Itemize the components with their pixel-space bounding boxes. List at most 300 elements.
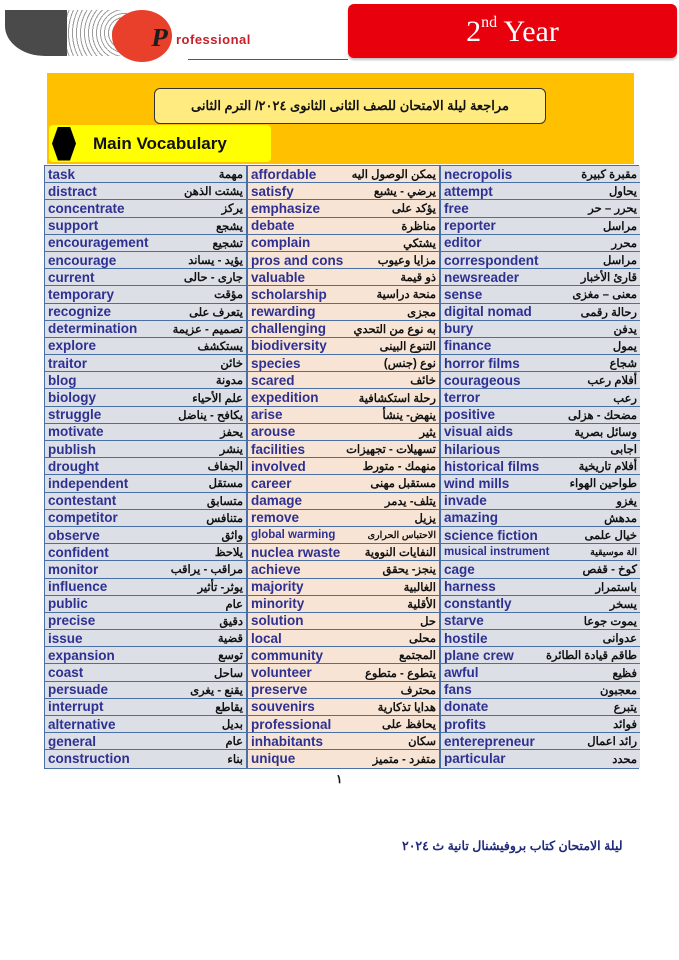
english-word: pros and cons: [251, 252, 344, 268]
table-row: [45, 630, 246, 647]
table-row: [45, 286, 246, 303]
arabic-meaning: دقيق: [219, 615, 243, 628]
table-row: [45, 682, 246, 699]
english-word: scholarship: [251, 286, 327, 302]
english-word: hostile: [444, 630, 488, 646]
english-word: correspondent: [444, 252, 539, 268]
vocab-column-2: [248, 166, 441, 768]
table-row: [45, 269, 246, 286]
english-word: biodiversity: [251, 338, 327, 354]
table-row: [45, 664, 246, 681]
english-word: interrupt: [48, 699, 104, 715]
english-word: monitor: [48, 561, 99, 577]
arabic-meaning: سكان: [408, 736, 436, 749]
arabic-meaning: متنافس: [206, 512, 243, 525]
arabic-meaning: أفلام رعب: [587, 375, 637, 388]
table-row: [45, 561, 246, 578]
arabic-meaning: مزايا وعيوب: [377, 255, 436, 268]
arabic-meaning: يركز: [221, 203, 243, 216]
table-row: [248, 716, 439, 733]
arabic-meaning: يمكن الوصول اليه: [351, 169, 436, 182]
arabic-meaning: يتبرع: [613, 701, 637, 714]
table-row: [248, 424, 439, 441]
english-word: minority: [251, 596, 305, 612]
arabic-meaning: مضحك - هزلى: [568, 409, 637, 422]
table-row: [248, 372, 439, 389]
english-word: valuable: [251, 269, 306, 285]
table-row: [248, 321, 439, 338]
table-row: [248, 596, 439, 613]
english-word: species: [251, 355, 301, 371]
english-word: scared: [251, 372, 295, 388]
arabic-meaning: منهمك - متورط: [362, 461, 436, 474]
english-word: musical instrument: [444, 546, 550, 559]
english-word: enterepreneur: [444, 733, 535, 749]
english-word: temporary: [48, 286, 115, 302]
arabic-meaning: النفايات النووية: [364, 547, 436, 560]
table-row: [248, 407, 439, 424]
hexagon-icon: [52, 127, 76, 161]
arabic-meaning: يحاول: [608, 186, 637, 199]
english-word: achieve: [251, 561, 301, 577]
english-word: courageous: [444, 372, 521, 388]
arabic-meaning: وسائل بصرية: [574, 426, 637, 439]
arabic-meaning: يموت جوعا: [583, 615, 637, 628]
table-row: [248, 183, 439, 200]
table-row: [248, 355, 439, 372]
arabic-meaning: يشجع: [215, 220, 243, 233]
table-row: [441, 682, 640, 699]
arabic-meaning: منحة دراسية: [376, 289, 436, 302]
footer-text: ليلة الامتحان كتاب بروفيشنال تانية ث ٢٠٢٤: [402, 839, 623, 853]
table-row: [441, 630, 640, 647]
arabic-meaning: الجفاف: [207, 461, 243, 474]
table-row: [441, 304, 640, 321]
english-word: constantly: [444, 596, 512, 612]
arabic-meaning: محلى: [409, 633, 436, 646]
english-word: explore: [48, 338, 97, 354]
table-row: [45, 183, 246, 200]
english-word: hilarious: [444, 441, 501, 457]
english-word: attempt: [444, 183, 493, 199]
table-row: [248, 252, 439, 269]
english-word: invade: [444, 493, 487, 509]
arabic-meaning: يزيل: [414, 512, 436, 525]
english-word: finance: [444, 338, 492, 354]
table-row: [248, 647, 439, 664]
table-row: [441, 475, 640, 492]
arabic-meaning: يغزو: [616, 495, 637, 508]
arabic-meaning: فظيع: [612, 667, 637, 680]
arabic-meaning: التنوع البينى: [379, 340, 436, 353]
arabic-meaning: رحالة رقمى: [580, 306, 637, 319]
arabic-meaning: يشتت الذهن: [184, 186, 243, 199]
table-row: [45, 493, 246, 510]
arabic-meaning: ينهض- ينشأ: [382, 409, 436, 422]
english-word: traitor: [48, 355, 88, 371]
english-word: wind mills: [444, 475, 510, 491]
table-row: [45, 235, 246, 252]
english-word: satisfy: [251, 183, 294, 199]
english-word: majority: [251, 579, 304, 595]
table-row: [441, 183, 640, 200]
table-row: [441, 321, 640, 338]
table-row: [441, 716, 640, 733]
arabic-meaning: متفرد - متميز: [372, 753, 436, 766]
table-row: [45, 321, 246, 338]
english-word: horror films: [444, 355, 520, 371]
english-word: persuade: [48, 682, 109, 698]
arabic-meaning: اجابى: [610, 444, 637, 457]
arabic-meaning: يؤيد - يساند: [188, 255, 243, 268]
table-row: [45, 252, 246, 269]
english-word: damage: [251, 493, 303, 509]
english-word: remove: [251, 510, 300, 526]
arabic-meaning: خائن: [220, 358, 243, 371]
arabic-meaning: مراسل: [602, 220, 637, 233]
english-word: unique: [251, 751, 296, 767]
arabic-meaning: حل: [420, 615, 436, 628]
arabic-meaning: مستقبل مهنى: [370, 478, 436, 491]
arabic-meaning: كوخ - قفص: [582, 564, 637, 577]
arabic-meaning: الغالبية: [403, 581, 436, 594]
arabic-meaning: علم الأحياء: [192, 392, 243, 405]
english-word: emphasize: [251, 200, 321, 216]
arabic-meaning: يكافح - يناضل: [178, 409, 243, 422]
vocabulary-table: [44, 165, 639, 769]
arabic-meaning: مناظرة: [401, 220, 436, 233]
table-row: [45, 166, 246, 183]
arabic-meaning: طاقم قيادة الطائرة: [545, 650, 637, 663]
table-row: [248, 527, 439, 544]
arabic-meaning: رحلة استكشافية: [358, 392, 436, 405]
english-word: blog: [48, 372, 77, 388]
table-row: [441, 613, 640, 630]
arabic-meaning: جارى - حالى: [183, 272, 243, 285]
english-word: preserve: [251, 682, 308, 698]
table-row: [45, 424, 246, 441]
english-word: competitor: [48, 510, 118, 526]
arabic-meaning: تشجيع: [212, 237, 243, 250]
table-row: [248, 510, 439, 527]
arabic-meaning: به نوع من التحدي: [353, 323, 436, 336]
table-row: [248, 389, 439, 406]
english-word: solution: [251, 613, 304, 629]
english-word: free: [444, 200, 469, 216]
english-word: science fiction: [444, 527, 538, 543]
table-row: [45, 510, 246, 527]
english-word: general: [48, 733, 97, 749]
arabic-meaning: يدفن: [613, 323, 637, 336]
table-row: [248, 235, 439, 252]
table-row: [248, 544, 439, 561]
table-row: [248, 286, 439, 303]
english-word: distract: [48, 183, 97, 199]
table-row: [441, 252, 640, 269]
table-row: [45, 716, 246, 733]
table-row: [248, 166, 439, 183]
table-row: [441, 527, 640, 544]
english-word: confident: [48, 544, 109, 560]
english-word: rewarding: [251, 304, 316, 320]
arabic-meaning: عام: [225, 598, 243, 611]
arabic-meaning: يحفز: [220, 426, 243, 439]
arabic-meaning: يستكشف: [197, 340, 243, 353]
english-word: plane crew: [444, 647, 514, 663]
arabic-meaning: رعب: [613, 392, 637, 405]
table-row: [45, 647, 246, 664]
english-word: harness: [444, 579, 496, 595]
english-word: drought: [48, 458, 99, 474]
logo-letter: P: [149, 23, 171, 52]
arabic-meaning: يحرر – حر: [588, 203, 637, 216]
table-row: [441, 561, 640, 578]
arabic-meaning: مراقب - يراقب: [170, 564, 243, 577]
table-row: [248, 304, 439, 321]
table-row: [248, 458, 439, 475]
table-row: [248, 630, 439, 647]
table-row: [441, 441, 640, 458]
table-row: [441, 407, 640, 424]
arabic-meaning: خيال علمى: [584, 530, 637, 543]
english-word: visual aids: [444, 424, 514, 440]
english-word: expansion: [48, 647, 115, 663]
arabic-meaning: معنى – مغزى: [572, 289, 637, 302]
english-word: motivate: [48, 424, 104, 440]
arabic-meaning: يؤكد على: [391, 203, 436, 216]
arabic-meaning: عدوانى: [602, 633, 637, 646]
english-word: struggle: [48, 407, 102, 423]
english-word: community: [251, 647, 324, 663]
english-word: amazing: [444, 510, 499, 526]
table-row: [248, 699, 439, 716]
english-word: independent: [48, 475, 129, 491]
arabic-meaning: أفلام تاريخية: [578, 461, 637, 474]
english-word: contestant: [48, 493, 117, 509]
table-row: [248, 338, 439, 355]
english-word: donate: [444, 699, 489, 715]
year-text: 2nd Year: [466, 13, 559, 48]
english-word: complain: [251, 235, 311, 251]
table-row: [248, 218, 439, 235]
table-row: [441, 579, 640, 596]
arabic-meaning: يمول: [612, 340, 637, 353]
english-word: publish: [48, 441, 96, 457]
english-word: alternative: [48, 716, 116, 732]
english-word: sense: [444, 286, 483, 302]
table-row: [45, 699, 246, 716]
arabic-meaning: يشتكي: [403, 237, 436, 250]
table-row: [248, 493, 439, 510]
table-row: [441, 733, 640, 750]
arabic-meaning: يقنع - يغرى: [190, 684, 243, 697]
arabic-meaning: قارئ الأخبار: [580, 272, 637, 285]
table-row: [441, 338, 640, 355]
table-row: [45, 304, 246, 321]
arabic-meaning: محترف: [400, 684, 436, 697]
table-row: [45, 458, 246, 475]
table-row: [45, 355, 246, 372]
table-row: [248, 441, 439, 458]
table-row: [441, 235, 640, 252]
vocab-column-3: [441, 166, 640, 768]
table-row: [248, 269, 439, 286]
arabic-meaning: محرر: [611, 237, 637, 250]
english-word: particular: [444, 751, 506, 767]
english-word: involved: [251, 458, 306, 474]
table-row: [45, 372, 246, 389]
english-word: starve: [444, 613, 484, 629]
table-row: [248, 750, 439, 767]
arabic-meaning: تصميم - عزيمة: [172, 323, 243, 336]
english-word: concentrate: [48, 200, 125, 216]
english-word: global warming: [251, 529, 336, 542]
english-word: coast: [48, 665, 84, 681]
page-number: ١: [336, 772, 343, 786]
english-word: biology: [48, 390, 96, 406]
vocab-column-1: [45, 166, 248, 768]
arabic-meaning: يقاطع: [215, 701, 243, 714]
english-word: terror: [444, 390, 481, 406]
english-word: souvenirs: [251, 699, 315, 715]
arabic-meaning: يتعرف على: [189, 306, 243, 319]
arabic-meaning: يرضي - يشبع: [373, 186, 436, 199]
english-word: positive: [444, 407, 496, 423]
english-word: fans: [444, 682, 472, 698]
table-row: [441, 458, 640, 475]
english-word: newsreader: [444, 269, 520, 285]
english-word: expedition: [251, 390, 319, 406]
table-row: [45, 613, 246, 630]
table-row: [45, 218, 246, 235]
arabic-meaning: مهمة: [218, 169, 243, 182]
arabic-meaning: الة موسيقية: [590, 546, 637, 558]
english-word: cage: [444, 561, 475, 577]
arabic-meaning: رائد اعمال: [587, 736, 637, 749]
arabic-meaning: مدونة: [215, 375, 243, 388]
arabic-meaning: فوائد: [613, 719, 637, 732]
english-word: influence: [48, 579, 108, 595]
year-badge: [348, 4, 677, 58]
table-row: [441, 286, 640, 303]
arabic-meaning: يثير: [419, 426, 436, 439]
table-row: [45, 441, 246, 458]
arabic-meaning: يتطوع - متطوع: [365, 667, 436, 680]
arabic-meaning: مدهش: [604, 512, 637, 525]
arabic-meaning: يحافظ على: [382, 719, 436, 732]
arabic-meaning: نوع (جنس): [383, 358, 436, 371]
english-word: encouragement: [48, 235, 149, 251]
arabic-meaning: متسابق: [206, 495, 243, 508]
arabic-meaning: معجبون: [600, 684, 637, 697]
arabic-meaning: الاحتباس الحرارى: [367, 529, 436, 541]
arabic-meaning: باستمرار: [595, 581, 637, 594]
english-word: inhabitants: [251, 733, 324, 749]
table-row: [441, 424, 640, 441]
arabic-meaning: قضية: [217, 633, 243, 646]
table-row: [441, 647, 640, 664]
table-row: [45, 733, 246, 750]
arabic-meaning: توسع: [218, 650, 243, 663]
table-row: [248, 475, 439, 492]
english-word: arouse: [251, 424, 296, 440]
english-word: arise: [251, 407, 283, 423]
table-row: [248, 664, 439, 681]
table-row: [248, 579, 439, 596]
english-word: encourage: [48, 252, 117, 268]
arabic-meaning: محدد: [612, 753, 637, 766]
table-row: [45, 200, 246, 217]
arabic-meaning: ينشر: [219, 444, 243, 457]
table-row: [45, 475, 246, 492]
arabic-meaning: طواحين الهواء: [569, 478, 637, 491]
english-word: facilities: [251, 441, 306, 457]
table-row: [248, 561, 439, 578]
english-word: necropolis: [444, 166, 513, 182]
arabic-meaning: مقبرة كبيرة: [581, 169, 637, 182]
arabic-meaning: خائف: [410, 375, 436, 388]
english-word: challenging: [251, 321, 327, 337]
arabic-meaning: بناء: [227, 753, 243, 766]
table-row: [45, 407, 246, 424]
table-row: [248, 200, 439, 217]
table-row: [248, 613, 439, 630]
table-row: [45, 389, 246, 406]
english-word: reporter: [444, 218, 496, 234]
english-word: recognize: [48, 304, 112, 320]
english-word: task: [48, 166, 76, 182]
logo-dark-shape: [5, 10, 67, 56]
table-row: [248, 682, 439, 699]
table-row: [441, 372, 640, 389]
english-word: profits: [444, 716, 486, 732]
table-row: [45, 596, 246, 613]
table-row: [441, 699, 640, 716]
arabic-meaning: يتلف- يدمر: [384, 495, 436, 508]
arabic-meaning: ذو قيمة: [400, 272, 436, 285]
arabic-meaning: عام: [225, 736, 243, 749]
arabic-meaning: الأقلية: [407, 598, 436, 611]
english-word: observe: [48, 527, 100, 543]
arabic-meaning: مستقل: [208, 478, 243, 491]
english-word: current: [48, 269, 95, 285]
arabic-meaning: هدايا تذكارية: [377, 701, 436, 714]
table-row: [45, 338, 246, 355]
table-row: [45, 544, 246, 561]
table-row: [45, 579, 246, 596]
table-row: [441, 269, 640, 286]
arabic-meaning: بديل: [221, 719, 243, 732]
english-word: editor: [444, 235, 482, 251]
table-row: [441, 493, 640, 510]
section-title: Main Vocabulary: [93, 133, 227, 153]
english-word: volunteer: [251, 665, 312, 681]
english-word: career: [251, 475, 292, 491]
table-row: [441, 389, 640, 406]
table-row: [441, 544, 640, 561]
table-row: [441, 166, 640, 183]
section-label: [49, 125, 271, 162]
english-word: support: [48, 218, 99, 234]
english-word: issue: [48, 630, 83, 646]
table-row: [45, 527, 246, 544]
table-row: [441, 355, 640, 372]
english-word: determination: [48, 321, 138, 337]
arabic-meaning: ساحل: [214, 667, 243, 680]
table-row: [441, 510, 640, 527]
english-word: historical films: [444, 458, 540, 474]
english-word: digital nomad: [444, 304, 532, 320]
